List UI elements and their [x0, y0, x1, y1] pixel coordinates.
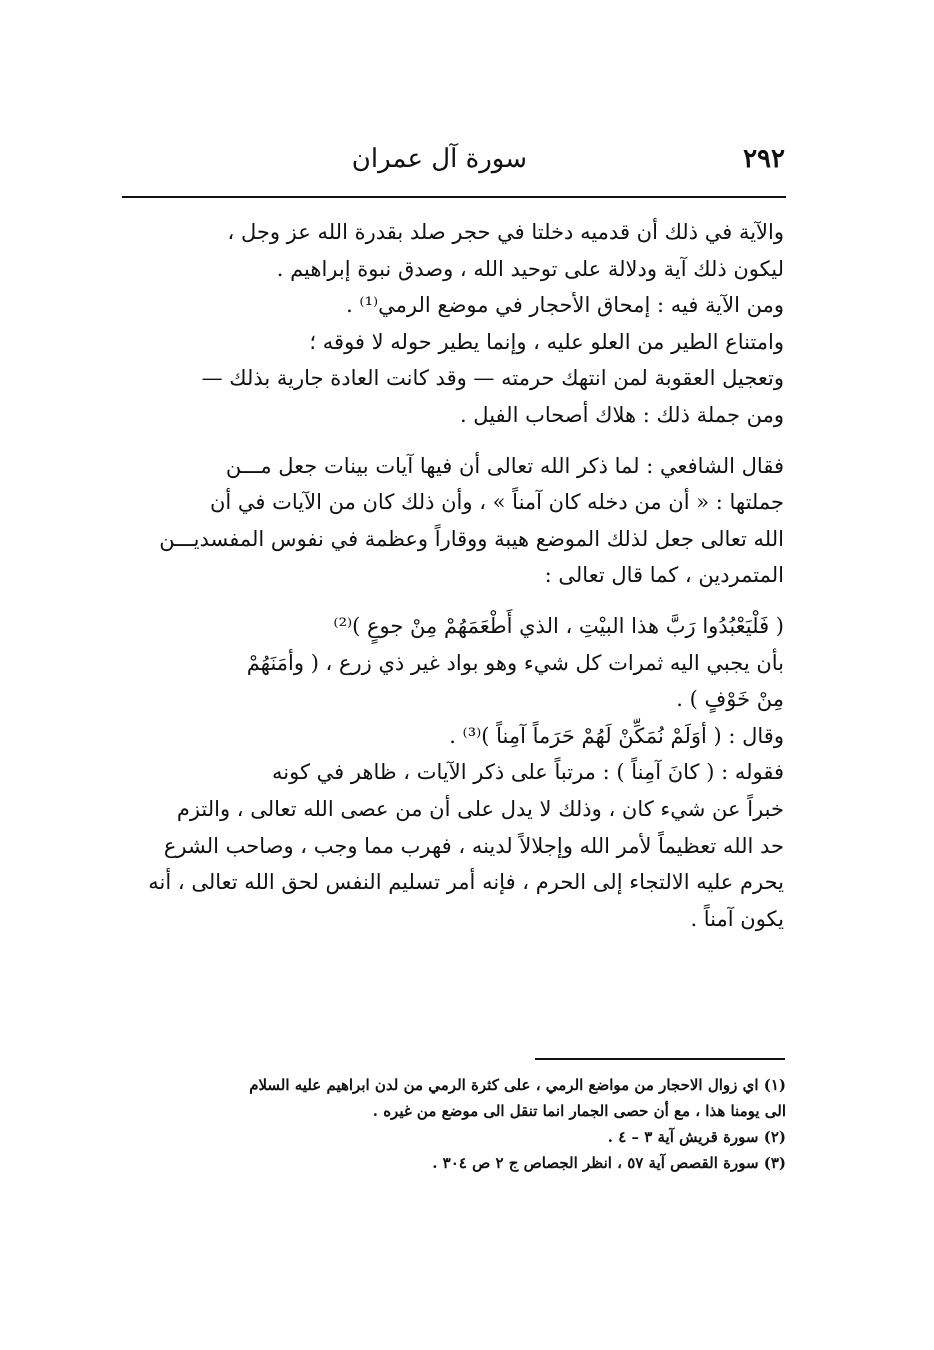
text-line: مِنْ خَوْفٍ ) . [676, 687, 784, 712]
text-line: حد الله تعظيماً لأمر الله وإجلالاً لدينه ، فهرب مما وجب ، وصاحب الشرع [163, 833, 784, 858]
text-line: وامتناع الطير من العلو عليه ، وإنما يطير حوله لا فوقه ؛ [309, 329, 784, 354]
text-line: يحرم عليه الالتجاء إلى الحرم ، فإنه أمر تسليم النفس لحق الله تعالى ، أنه [148, 870, 784, 895]
text-line: ومن الآية فيه : إمحاق الأحجار في موضع الرمي⁽¹⁾ . [346, 293, 784, 318]
footnotes [110, 1072, 786, 1176]
text-line: الله تعالى جعل لذلك الموضع هيبة ووقاراً وعظمة في نفوس المفسديـــن [159, 526, 784, 551]
text-line: وتعجيل العقوبة لمن انتهك حرمته — وقد كانت العادة جارية بذلك — [201, 366, 784, 391]
header-divider [122, 196, 786, 198]
text-line: ليكون ذلك آية ودلالة على توحيد الله ، وصدق نبوة إبراهيم . [276, 256, 784, 281]
footnote-line: (١) اي زوال الاحجار من مواضع الرمي ، على كثرة الرمي من لدن ابراهيم عليه السلام [249, 1076, 786, 1094]
quran-verse-line: ( فَلْيَعْبُدُوا رَبَّ هذا البيْتِ ، الذي أَطْعَمَهُمْ مِنْ جوعٍ )⁽²⁾ [333, 613, 784, 638]
text-line: بأن يجبي اليه ثمرات كل شيء وهو بواد غير ذي زرع ، ( وأمَنَهُمْ [246, 650, 784, 675]
paragraph-gap [124, 594, 784, 608]
text-line: ومن جملة ذلك : هلاك أصحاب الفيل . [459, 402, 784, 427]
main-text [124, 214, 784, 937]
footnote-line: الى يومنا هذا ، مع أن حصى الجمار انما تنقل الى موضع من غيره . [372, 1102, 786, 1120]
text-line: والآية في ذلك أن قدميه دخلتا في حجر صلد بقدرة الله عز وجل ، [227, 220, 784, 244]
text-line: المتمردين ، كما قال تعالى : [544, 563, 784, 588]
page-header [125, 140, 785, 180]
page-number: ٢٩٢ [743, 144, 785, 174]
paragraph-gap [124, 434, 784, 448]
footnote-line: (٣) سورة القصص آية ٥٧ ، انظر الجصاص ج ٢ ص ٣٠٤ . [432, 1154, 786, 1172]
quran-verse-line: وقال : ( أوَلَمْ نُمَكِّنْ لَهُمْ حَرَماً آمِناً )⁽³⁾ . [449, 723, 784, 748]
footnote-divider [535, 1058, 785, 1060]
surah-title: سورة آل عمران [351, 144, 527, 174]
text-line: فقال الشافعي : لما ذكر الله تعالى أن فيها آيات بينات جعل مـــن [225, 453, 784, 478]
text-line: جملتها : « أن من دخله كان آمناً » ، وأن ذلك كان من الآيات في أن [209, 490, 784, 515]
footnote-line: (٢) سورة قريش آية ٣ – ٤ . [607, 1128, 786, 1146]
text-line: خبراً عن شيء كان ، وذلك لا يدل على أن من عصى الله تعالى ، والتزم [176, 796, 784, 821]
text-line: يكون آمناً . [690, 906, 784, 931]
text-line: فقوله : ( كانَ آمِناً ) : مرتباً على ذكر الآيات ، ظاهر في كونه [272, 760, 784, 785]
